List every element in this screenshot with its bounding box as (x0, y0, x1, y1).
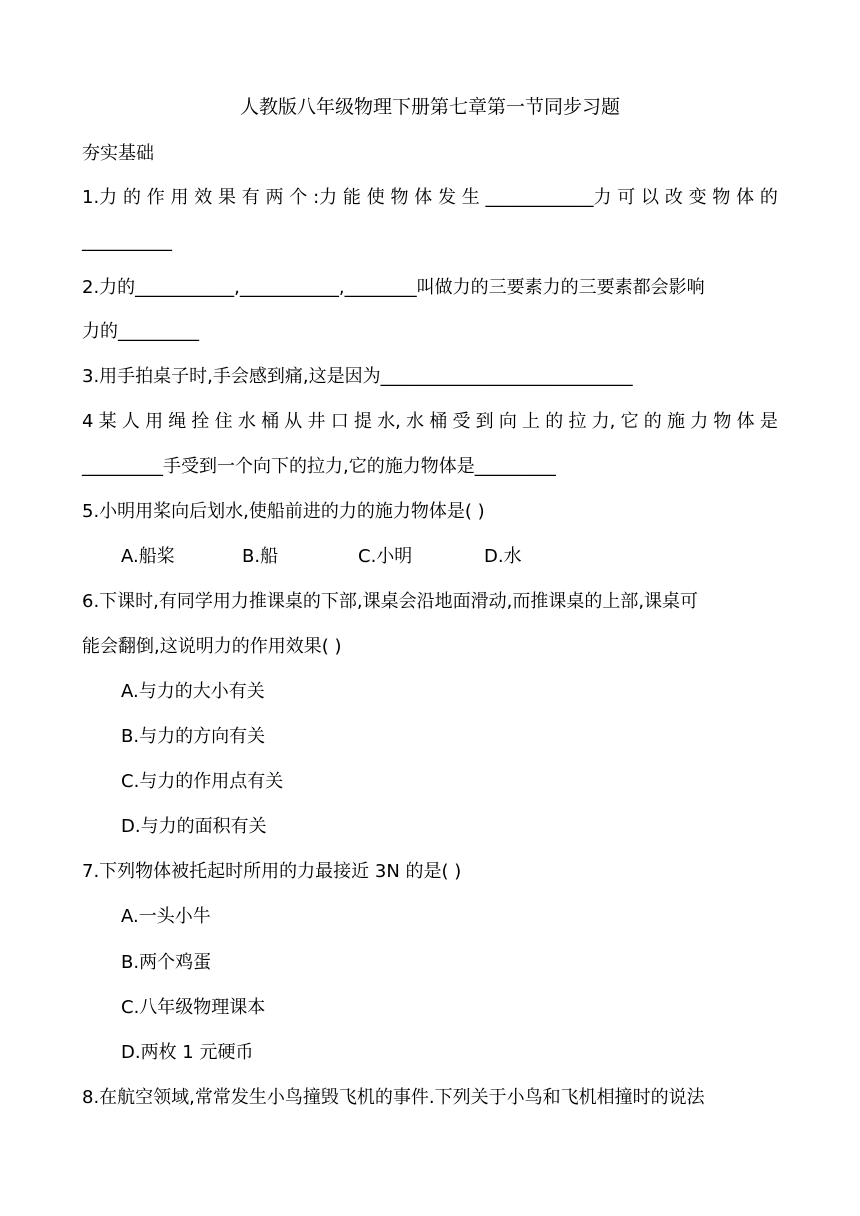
question-4-segment: 体 (736, 411, 755, 432)
question-4-segment: 的 (643, 411, 662, 432)
question-7-option-a: A.一头小牛 (121, 906, 211, 927)
question-1-segment: 效 (194, 187, 213, 208)
section-heading: 夯实基础 (82, 143, 154, 164)
question-4-segment: 用 (145, 411, 164, 432)
question-1-line-1 (82, 185, 778, 211)
question-4-segment: 绳 (168, 411, 187, 432)
question-7-option-b: B.两个鸡蛋 (121, 952, 212, 973)
question-1-line-2: __________ (82, 231, 172, 252)
question-1-segment: 使 (366, 187, 385, 208)
question-1-segment: 作 (146, 187, 165, 208)
question-4-line-2: _________手受到一个向下的拉力,它的施力物体是_________ (82, 456, 556, 477)
question-7-option-c: C.八年级物理课本 (121, 997, 266, 1018)
question-4-line-1 (82, 409, 778, 435)
question-4-segment: 向 (498, 411, 517, 432)
question-4-segment: 物 (713, 411, 732, 432)
question-1-segment: 能 (342, 187, 361, 208)
question-5-option-b: B.船 (242, 546, 279, 567)
question-4-segment: 水, (377, 411, 401, 432)
question-4-segment: 拉 (568, 411, 587, 432)
question-1-segment: 物 (390, 187, 409, 208)
question-1-segment: 生 (461, 187, 480, 208)
question-1-segment: 的 (122, 187, 141, 208)
question-7-option-d: D.两枚 1 元硬币 (121, 1042, 254, 1063)
document-title: 人教版八年级物理下册第七章第一节同步习题 (239, 96, 620, 118)
question-4-segment: 受 (452, 411, 471, 432)
question-1-segment: 果 (218, 187, 237, 208)
question-1-segment: 以 (641, 187, 660, 208)
question-1-segment: 有 (241, 187, 260, 208)
question-4-segment: 的 (545, 411, 564, 432)
question-1-segment: 两 (265, 187, 284, 208)
question-6-option-b: B.与力的方向有关 (121, 726, 266, 747)
question-5-option-a: A.船桨 (121, 546, 175, 567)
question-4-segment: 施 (667, 411, 685, 432)
question-4-segment: 桶 (261, 411, 280, 432)
question-4-segment: 拴 (191, 411, 210, 432)
question-6-option-c: C.与力的作用点有关 (121, 771, 284, 792)
question-5-options (121, 544, 522, 570)
question-1-segment: 用 (170, 187, 189, 208)
question-4-segment: 人 (121, 411, 140, 432)
question-4-segment: 水 (237, 411, 256, 432)
question-2-line-1: 2.力的___________,___________,________叫做力的三要素力的三要素都会影响 (82, 277, 705, 298)
question-2-line-2: 力的_________ (82, 321, 199, 342)
question-5-option-d: D.水 (484, 546, 522, 567)
question-4-segment: 到 (475, 411, 494, 432)
question-1-segment: 发 (437, 187, 456, 208)
question-1-segment: 可 (617, 187, 636, 208)
question-5-option-c: C.小明 (358, 546, 413, 567)
question-6-line-2: 能会翻倒,这说明力的作用效果( ) (82, 636, 342, 657)
question-1-segment: ____________力 (485, 187, 612, 208)
question-4-segment: 它 (620, 411, 639, 432)
question-7-stem: 7.下列物体被托起时所用的力最接近 3N 的是( ) (82, 861, 462, 882)
question-4-segment: 4 (82, 411, 94, 432)
question-4-segment: 水 (406, 411, 425, 432)
question-1-segment: 1.力 (82, 187, 118, 208)
question-1-segment: 变 (688, 187, 707, 208)
question-4-segment: 从 (284, 411, 303, 432)
question-6-option-d: D.与力的面积有关 (121, 816, 267, 837)
question-3: 3.用手拍桌子时,手会感到痛,这是因为____________________________ (82, 366, 633, 387)
question-8-line-1: 8.在航空领域,常常发生小鸟撞毁飞机的事件.下列关于小鸟和飞机相撞时的说法 (82, 1087, 705, 1108)
question-4-segment: 桶 (429, 411, 448, 432)
question-1-segment: :力 (313, 187, 338, 208)
question-4-segment: 提 (353, 411, 372, 432)
question-1-segment: 物 (712, 187, 731, 208)
question-5-stem: 5.小明用桨向后划水,使船前进的力的施力物体是( ) (82, 501, 485, 522)
question-1-segment: 体 (736, 187, 755, 208)
question-1-segment: 改 (664, 187, 683, 208)
question-1-segment: 的 (759, 187, 778, 208)
question-4-segment: 住 (214, 411, 233, 432)
question-4-segment: 上 (522, 411, 541, 432)
question-4-segment: 力 (690, 411, 709, 432)
question-4-segment: 某 (98, 411, 117, 432)
question-1-segment: 体 (414, 187, 433, 208)
question-4-segment: 力, (591, 411, 616, 432)
question-1-segment: 个 (289, 187, 308, 208)
question-4-segment: 是 (759, 411, 778, 432)
question-4-segment: 井 (307, 411, 326, 432)
question-6-option-a: A.与力的大小有关 (121, 681, 265, 702)
question-6-line-1: 6.下课时,有同学用力推课桌的下部,课桌会沿地面滑动,而推课桌的上部,课桌可 (82, 591, 699, 612)
question-4-segment: 口 (330, 411, 349, 432)
